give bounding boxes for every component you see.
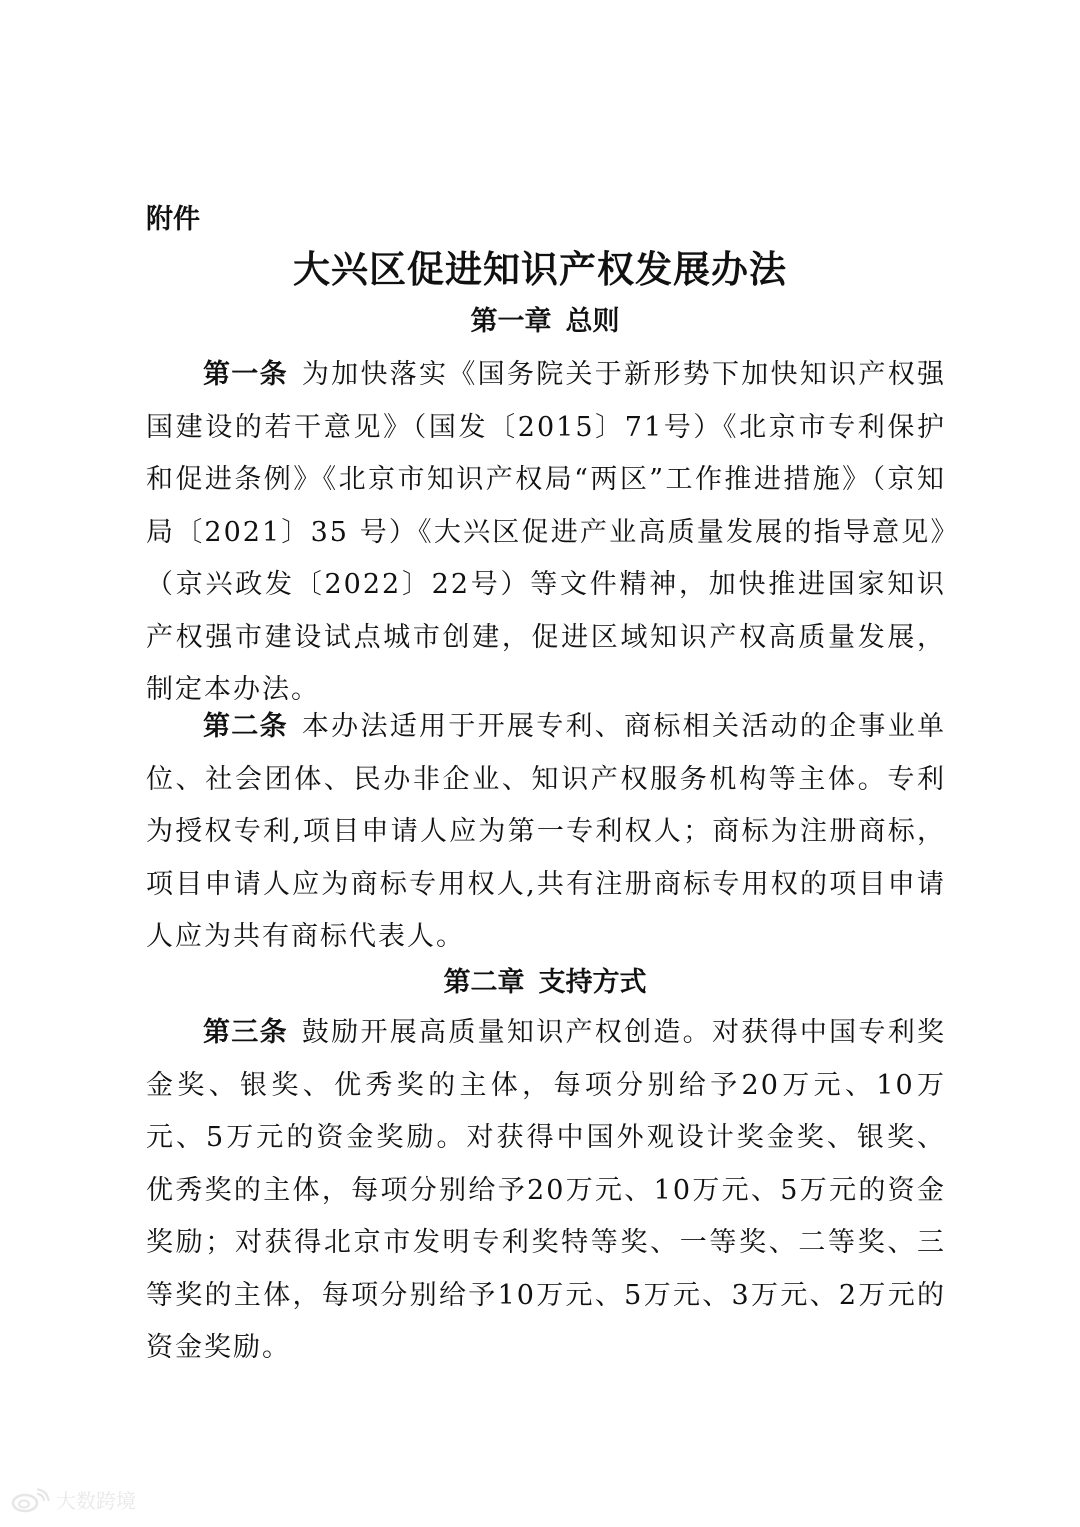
chapter-number: 第二章 xyxy=(443,967,525,998)
chapter-heading-1 xyxy=(0,302,1080,342)
article-3 xyxy=(146,1007,946,1375)
article-2 xyxy=(146,701,946,964)
document-title: 大兴区促进知识产权发展办法 xyxy=(293,248,787,291)
article-label: 第三条 xyxy=(203,1017,288,1048)
article-label: 第二条 xyxy=(203,711,288,742)
chapter-number: 第一章 xyxy=(470,306,552,337)
article-label: 第一条 xyxy=(203,359,288,390)
article-text: 鼓励开展高质量知识产权创造。对获得中国专利奖金奖、银奖、优秀奖的主体，每项分别给予20万元、10万元、5万元的资金奖励。对获得中国外观设计奖金奖、银奖、优秀奖的主体，每项分别给予20万元、10万元、5万元的资金奖励；对获得北京市发明专利奖特等奖、一等奖、二等奖、三等奖的主体，每项分别给予10万元、5万元、3万元、2万元的资金奖励。 xyxy=(146,1017,946,1363)
watermark-text: 大数跨境 xyxy=(56,1489,136,1513)
chapter-name: 支持方式 xyxy=(538,967,647,998)
attachment-label: 附件 xyxy=(146,204,200,235)
chapter-heading-2 xyxy=(0,963,1080,1003)
weibo-logo-icon xyxy=(10,1488,50,1514)
watermark xyxy=(10,1488,136,1514)
article-text: 为加快落实《国务院关于新形势下加快知识产权强国建设的若干意见》（国发〔2015〕71号）《北京市专利保护和促进条例》《北京市知识产权局“两区”工作推进措施》（京知局〔2021〕35 号）《大兴区促进产业高质量发展的指导意见》（京兴政发〔2022〕22号）等文件精神，加快推进国家知识产权强市建设试点城市创建，促进区域知识产权高质量发展，制定本办法。 xyxy=(146,359,946,705)
article-1 xyxy=(146,349,946,717)
article-text: 本办法适用于开展专利、商标相关活动的企事业单位、社会团体、民办非企业、知识产权服务机构等主体。专利为授权专利,项目申请人应为第一专利权人；商标为注册商标，项目申请人应为商标专用权人,共有注册商标专用权的项目申请人应为共有商标代表人。 xyxy=(146,711,946,952)
chapter-name: 总则 xyxy=(565,306,620,337)
